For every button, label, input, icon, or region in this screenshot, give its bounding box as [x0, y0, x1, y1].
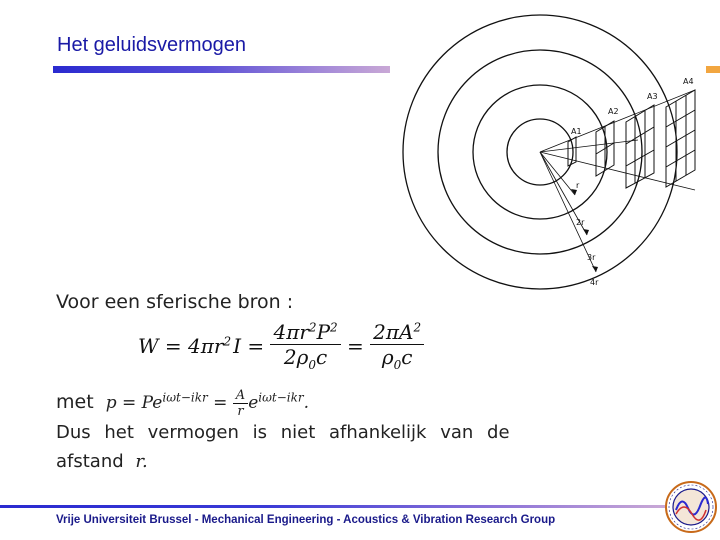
footer-text: Vrije Universiteit Brussel - Mechanical Engineering - Acoustics & Vibration Research Group: [56, 514, 556, 526]
intro-text: Voor een sferische bron :: [56, 291, 294, 313]
label-a4: A4: [683, 77, 694, 86]
label-2r: 2r: [576, 218, 585, 227]
footer-divider: [0, 505, 665, 508]
label-a2: A2: [608, 107, 619, 116]
eq-equals: =: [347, 334, 364, 358]
power-equation: [138, 320, 424, 380]
label-3r: 3r: [587, 253, 596, 262]
label-r: r: [576, 181, 580, 190]
met-line: [56, 388, 309, 419]
eq-fraction-1: $\frac{4\pi r^2P^2}{2\rho_0c}$: [270, 320, 340, 372]
eq-fraction-2: $\frac{2\pi A^2}{\rho_0c}$: [370, 320, 424, 372]
label-a3: A3: [647, 92, 658, 101]
patch-a3: [626, 105, 654, 188]
label-a1: A1: [571, 127, 582, 136]
title-underline: [53, 66, 390, 73]
page-title: Het geluidsvermogen: [57, 34, 246, 56]
spherical-spreading-figure: [400, 10, 720, 295]
pressure-equation: $p = Pe^{i\omega t-ikr}$ = $\frac{A}{r}$ $e^{i\omega t-ikr}$.: [105, 388, 310, 419]
conclusion-line-1: Dus het vermogen is niet afhankelijk van de: [56, 422, 510, 443]
met-prefix: met: [56, 391, 94, 413]
label-4r: 4r: [590, 278, 599, 287]
university-seal-logo: [664, 480, 718, 534]
conclusion-line-2: afstand r.: [56, 451, 148, 472]
eq-lhs: $W = 4\pi r^2$ I =: [138, 334, 265, 358]
